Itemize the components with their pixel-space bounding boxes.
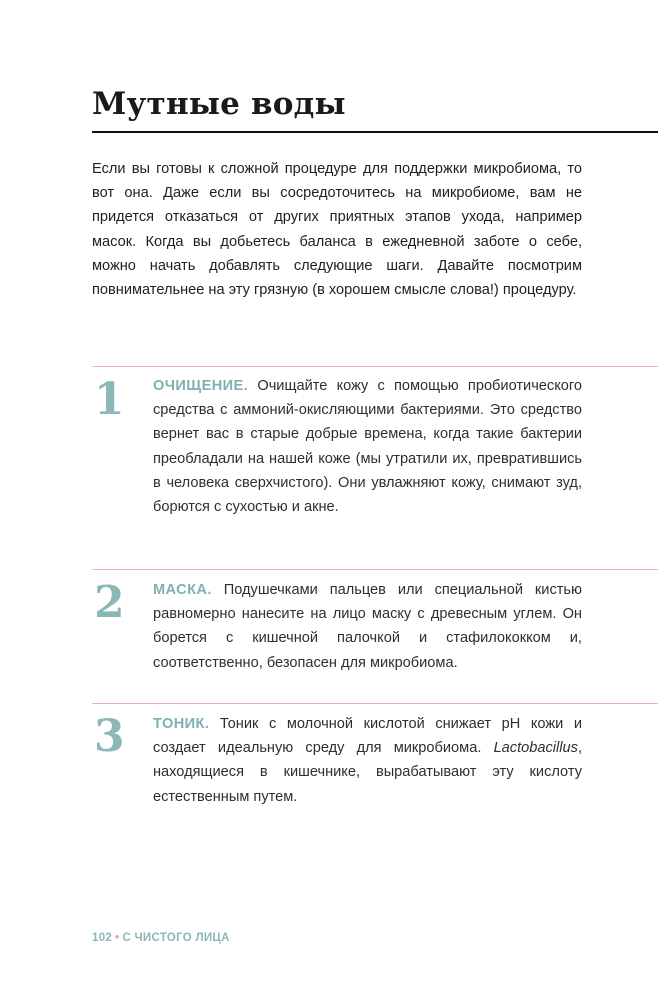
step-body: Очищайте кожу с помощью пробиотического средства с аммоний-окисляющими бактериями. Это средство вернет вас в старые добрые времена, когда такие бактерии преобладали на нашей коже (мы утратили их, превратившись в человека сверхчистого). Они увлажняют кожу, снимают зуд, борются с сухостью и акне. — [153, 378, 583, 516]
step-divider — [92, 569, 658, 570]
step-description — [153, 712, 582, 809]
page-number: 102 — [92, 932, 113, 944]
step-heading: ТОНИК. — [153, 716, 210, 732]
page-title: Мутные воды — [92, 86, 346, 122]
step-description — [153, 374, 582, 519]
step-body: Тоник с молочной кислотой снижает pH кожи и создает идеальную среду для микробиома. — [153, 716, 582, 757]
step-description — [153, 578, 582, 675]
step-divider — [92, 703, 658, 704]
intro-paragraph: Если вы готовы к сложной процедуре для поддержки микробиома, то вот она. Даже если вы сосредоточитесь на микробиоме, вам не придется отказаться от других приятных этапов ухода, например масок. Когда вы добьетесь баланса в ежедневной заботе о себе, можно начать добавлять следующие шаги. Давайте посмотрим повнимательнее на эту грязную (в хорошем смысле слова!) процедуру. — [92, 161, 582, 299]
step-body-italic: Lactobacillus — [493, 740, 578, 757]
step-heading: ОЧИЩЕНИЕ. — [153, 378, 249, 394]
footer-separator: • — [115, 932, 120, 944]
title-divider — [92, 131, 658, 133]
step-number: 1 — [94, 374, 125, 425]
step-divider — [92, 366, 658, 367]
step-number: 3 — [94, 711, 125, 762]
step-number: 2 — [94, 577, 125, 628]
step-body-continued: , находящиеся в кишечнике, вырабатывают эту кислоту естественным путем. — [153, 740, 582, 805]
page-footer — [92, 932, 230, 944]
step-body: Подушечками пальцев или специальной кистью равномерно нанесите на лицо маску с древесным углем. Он борется с кишечной палочкой и стафилококком и, соответственно, безопасен для микробиома. — [153, 582, 582, 671]
step-heading: МАСКА. — [153, 582, 212, 598]
running-title: С ЧИСТОГО ЛИЦА — [122, 932, 230, 944]
